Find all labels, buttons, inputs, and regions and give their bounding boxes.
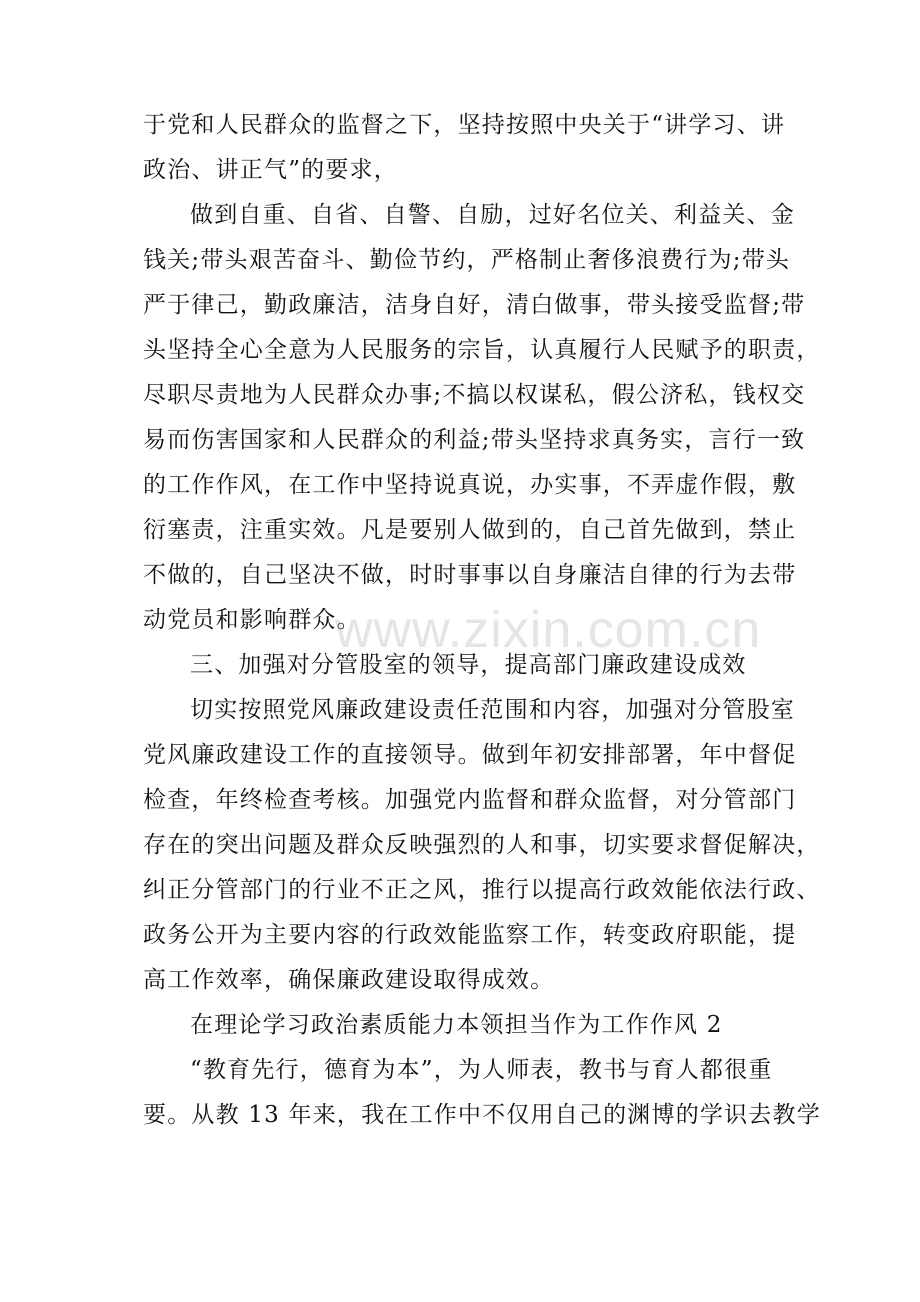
text-line: 于党和人民群众的监督之下，坚持按照中央关于“讲学习、讲 [143, 112, 786, 138]
paragraph-first-line: 切实按照党风廉政建设责任范围和内容，加强对分管股室 [190, 697, 795, 723]
paragraph-first-line: “教育先行，德育为本”，为人师表，教书与育人都很重 [190, 1057, 773, 1083]
text-line: 高工作效率，确保廉政建设取得成效。 [143, 967, 555, 993]
section-heading: 三、加强对分管股室的领导，提高部门廉政建设成效 [190, 652, 747, 678]
text-line: 严于律己，勤政廉洁，洁身自好，清白做事，带头接受监督;带 [143, 292, 806, 318]
text-line: 衍塞责，注重实效。凡是要别人做到的，自己首先做到，禁止 [143, 517, 797, 543]
watermark: www.zixin.com.cn [335, 601, 762, 659]
text-line: 政治、讲正气”的要求， [143, 157, 398, 183]
text-line: 动党员和影响群众。 [143, 607, 361, 633]
paragraph-first-line: 做到自重、自省、自警、自励，过好名位关、利益关、金 [190, 202, 795, 228]
text-line: 钱关;带头艰苦奋斗、勤俭节约，严格制止奢侈浪费行为;带头 [143, 247, 791, 273]
article-title: 在理论学习政治素质能力本领担当作为工作作风 2 [190, 1012, 723, 1038]
text-line: 的工作作风，在工作中坚持说真说，办实事，不弄虚作假，敷 [143, 472, 797, 498]
text-line: 尽职尽责地为人民群众办事;不搞以权谋私，假公济私，钱权交 [143, 382, 806, 408]
text-line: 纠正分管部门的行业不正之风，推行以提高行政效能依法行政、 [143, 877, 821, 903]
text-line: 头坚持全心全意为人民服务的宗旨，认真履行人民赋予的职责， [143, 337, 821, 363]
text-line: 政务公开为主要内容的行政效能监察工作，转变政府职能，提 [143, 922, 797, 948]
text-line: 要。从教 13 年来，我在工作中不仅用自己的渊博的学识去教学 [143, 1102, 821, 1128]
text-line: 不做的，自己坚决不做，时时事事以自身廉洁自律的行为去带 [143, 562, 797, 588]
text-line: 易而伤害国家和人民群众的利益;带头坚持求真务实，言行一致 [143, 427, 806, 453]
text-line: 存在的突出问题及群众反映强烈的人和事，切实要求督促解决， [143, 832, 821, 858]
text-line: 检查，年终检查考核。加强党内监督和群众监督，对分管部门 [143, 787, 797, 813]
text-line: 党风廉政建设工作的直接领导。做到年初安排部署，年中督促 [143, 742, 797, 768]
